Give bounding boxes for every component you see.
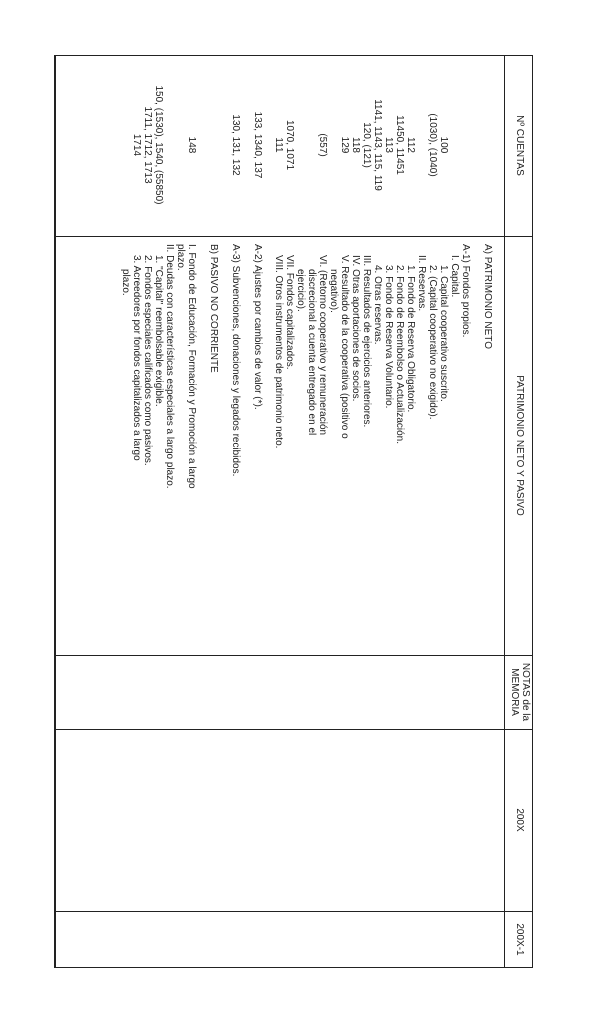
item-line: discrecional a cuenta entregado en el: [306, 269, 317, 436]
item-line: A) PATRIMONIO NETO: [482, 244, 493, 350]
accounts-column-header: Nº CUENTAS: [514, 115, 525, 176]
item-line: B) PASIVO NO CORRIENTE: [208, 244, 219, 373]
item-line: III. Resultados de ejercicios anteriores.: [361, 255, 372, 428]
account-code: 148: [186, 136, 197, 154]
item-line: VII. Fondos capitalizados.: [284, 255, 295, 370]
item-line: 2. (Capital cooperativo no exigido).: [427, 265, 438, 420]
item-line: II. Reservas.: [416, 255, 427, 312]
account-code: 118: [350, 137, 361, 153]
account-code: 120, (121): [361, 122, 372, 168]
current-year-header: 200X: [514, 808, 525, 832]
account-code: 11450, 11451: [394, 115, 405, 175]
item-line: 3. Fondo de Reserva Voluntario.: [383, 265, 394, 409]
account-code: 112: [405, 137, 416, 153]
balance-sheet-table: [55, 55, 533, 968]
account-code: 129: [339, 136, 350, 154]
account-code: 130, 131, 132: [230, 114, 241, 176]
account-code: 113: [383, 137, 394, 153]
items-column-header: PATRIMONIO NETO Y PASIVO: [514, 375, 525, 516]
item-line: VI. (Retorno cooperativo y remuneración: [317, 255, 328, 436]
account-code: 1141, 1143, 115, 119: [372, 99, 383, 191]
header-divider: [504, 55, 505, 968]
item-line: 2. Fondo de Reembolso o Actualización.: [394, 265, 405, 444]
account-code: 1711, 1712, 1713: [142, 106, 153, 184]
item-line: plazo.: [175, 244, 186, 271]
item-line: 1. Fondo de Reserva Obligatorio.: [405, 265, 416, 413]
item-line: V. Resultado de la cooperativa (positivo o: [339, 255, 350, 439]
item-line: 1. Capital cooperativo suscrito.: [438, 265, 449, 402]
item-line: A-2) Ajustes por cambios de valor (*).: [252, 244, 263, 410]
account-code: 111: [273, 137, 284, 153]
notes-column-header: [509, 655, 531, 729]
item-line: ejercicio).: [295, 269, 306, 312]
column-divider: [55, 655, 533, 656]
bottom-rule: [54, 55, 55, 968]
item-line: plazo.: [120, 269, 131, 296]
item-line: 4. Otras reservas.: [372, 265, 383, 345]
item-line: I. Capital.: [449, 255, 460, 298]
item-line: IV. Otras aportaciones de socios.: [350, 255, 361, 402]
item-line: I. Fondo de Educación, Formación y Promoción a largo: [186, 244, 197, 489]
item-line: 2. Fondos especiales calificados como pasivos.: [142, 255, 153, 466]
notes-header-line: MEMORIA: [509, 668, 520, 716]
item-line: A-1) Fondos propios.: [460, 244, 471, 338]
account-code: 100: [438, 136, 449, 154]
item-line: A-3) Subvenciones, donaciones y legados recibidos.: [230, 244, 241, 477]
item-line: 3. Acreedores por fondos capitalizados a largo: [131, 255, 142, 461]
account-code: (557): [317, 133, 328, 157]
account-code: (1030), (1040): [427, 113, 438, 177]
item-line: VIII. Otros instrumentos de patrimonio neto.: [273, 255, 284, 449]
account-code: 1714: [131, 133, 142, 157]
column-divider: [55, 729, 533, 730]
previous-year-header: 200X-1: [514, 923, 525, 956]
account-code: 1070, 1071: [284, 119, 295, 171]
item-line: 1. "Capital" reembolsable exigible.: [153, 255, 164, 407]
account-code: 133, 1340, 137: [252, 111, 263, 179]
column-divider: [55, 236, 533, 237]
account-code: 150, (1530), 1540, (55850): [153, 85, 164, 205]
column-divider: [55, 911, 533, 912]
notes-header-line: NOTAS de la: [520, 662, 531, 722]
item-line: II. Deudas con características especiales a largo plazo.: [164, 244, 175, 489]
item-line: negativo).: [328, 269, 339, 313]
